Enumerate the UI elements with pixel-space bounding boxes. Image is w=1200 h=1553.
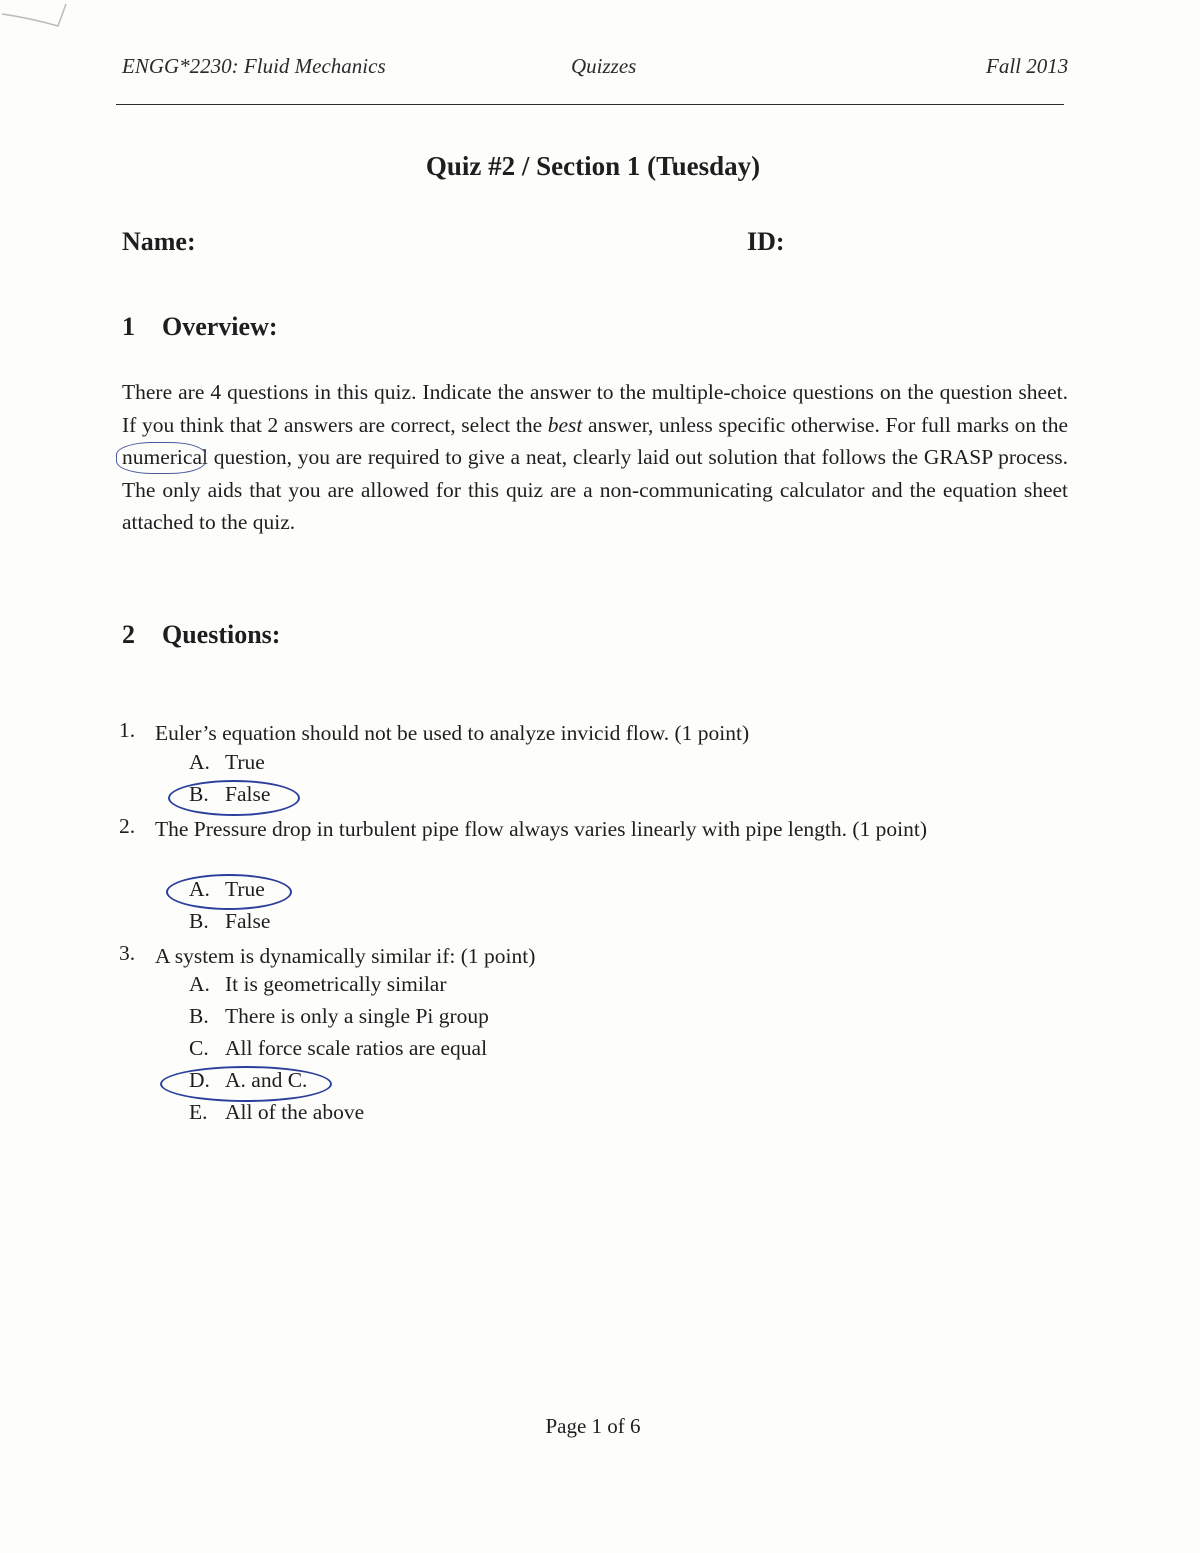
question-text: Euler’s equation should not be used to analyze invicid flow. (1 point) (155, 721, 750, 745)
question-number: 2. (119, 814, 136, 838)
option-text: True (225, 877, 265, 901)
header-rule (116, 104, 1064, 105)
option-letter: C. (189, 1036, 209, 1060)
overview-paragraph (122, 376, 1068, 539)
question-text: A system is dynamically similar if: (1 point) (155, 944, 536, 968)
option-letter: A. (189, 972, 210, 996)
answer-option[interactable] (189, 909, 270, 934)
page-number: Page 1 of 6 (545, 1414, 641, 1438)
option-text: True (225, 750, 265, 774)
option-text: All force scale ratios are equal (225, 1036, 488, 1060)
overview-heading (122, 312, 278, 342)
question-text: The Pressure drop in turbulent pipe flow always varies linearly with pipe length. (1 point) (155, 817, 928, 841)
name-label: Name: (122, 227, 196, 256)
option-letter: B. (189, 782, 209, 806)
answer-option-selected[interactable] (189, 1068, 307, 1093)
option-text: False (225, 782, 271, 806)
option-text: There is only a single Pi group (225, 1004, 489, 1028)
overview-text-end: answer, unless specific otherwise. For full marks on the numerical question, you are required to give a neat, clearly laid out solution that follows the GRASP process. The only aids that you are allowed for this quiz are a non-communicating calculator and the equation sheet attached to the quiz. (122, 412, 1068, 534)
question-number: 3. (119, 941, 136, 965)
option-text: It is geometrically similar (225, 972, 447, 996)
option-letter: B. (189, 909, 209, 933)
option-letter: E. (189, 1100, 208, 1124)
header-section: Quizzes (571, 54, 637, 78)
header-term: Fall 2013 (986, 54, 1069, 78)
overview-number: 1 (122, 312, 135, 341)
overview-text-emphasis: best (547, 412, 583, 437)
scan-artifact-mark (0, 0, 90, 40)
overview-title: Overview: (162, 312, 278, 341)
overview-text-start: There are 4 questions in this quiz. Indicate the answer to the multiple-choice questions on the question sheet. If you think that 2 answers are correct, select the (122, 380, 1068, 437)
question-number: 1. (119, 718, 136, 742)
header-course: ENGG*2230: Fluid Mechanics (122, 54, 386, 78)
page-title: Quiz #2 / Section 1 (Tuesday) (425, 151, 761, 181)
questions-heading (122, 620, 280, 650)
answer-option[interactable] (189, 972, 447, 997)
answer-option[interactable] (189, 1036, 487, 1061)
option-text: False (225, 909, 271, 933)
option-letter: A. (189, 750, 210, 774)
answer-option[interactable] (189, 1004, 489, 1029)
answer-option[interactable] (189, 1100, 364, 1125)
option-letter: A. (189, 877, 210, 901)
questions-number: 2 (122, 620, 135, 649)
answer-option-selected[interactable] (189, 782, 270, 807)
answer-option-selected[interactable] (189, 877, 265, 902)
option-letter: D. (189, 1068, 210, 1092)
answer-option[interactable] (189, 750, 265, 775)
option-text: A. and C. (225, 1068, 308, 1092)
option-text: All of the above (225, 1100, 365, 1124)
questions-title: Questions: (162, 620, 281, 649)
id-label: ID: (747, 227, 785, 256)
option-letter: B. (189, 1004, 209, 1028)
